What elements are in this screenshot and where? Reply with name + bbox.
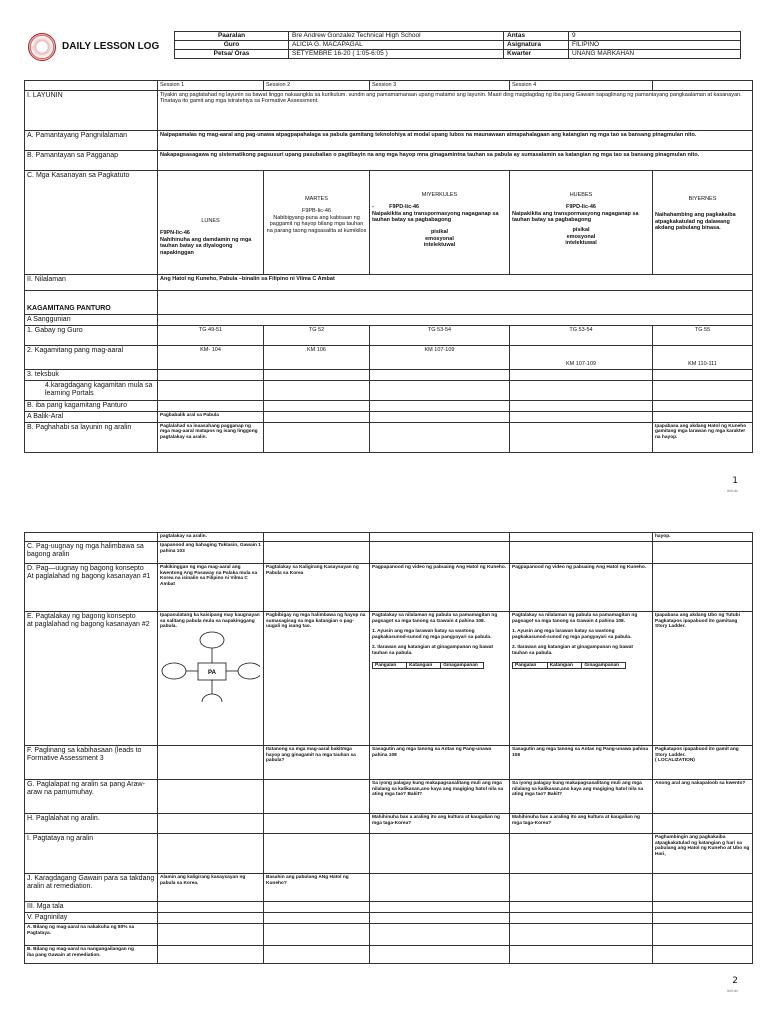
page-sub-1: ikili.dv <box>727 488 738 493</box>
diagram-center-label: PA <box>208 669 216 676</box>
mini-table-s3 <box>372 662 484 670</box>
nilalaman-label: II. Nilalaman <box>25 274 158 290</box>
page-number-1: 1 <box>732 476 738 486</box>
pagtalakay-s1 <box>158 612 264 746</box>
kasanayan-biyernes <box>653 170 753 274</box>
pag-uugnay-konsepto-s4: Pagpapanood ng video ng pabuaing Ang Hatol ng Kuneho. <box>510 564 653 612</box>
school-value: Bre Andrew Gonzalez Technical High School <box>289 32 504 41</box>
pagtataya-label: I. Pagtataya ng aralin <box>25 834 158 874</box>
paghahabi-s1: Paglalahad sa inaasahang pagganap ng mga mag-aaral matapos ng isang linggong pagtalakay sa aralin. <box>158 422 264 452</box>
session-2-header: Session 2 <box>264 81 370 91</box>
sanggunian-label: A Sanggunian <box>25 314 158 325</box>
kasanayan-lunes <box>158 170 264 274</box>
karagdagang-gawain-s2: Basahin ang pabulang ANg Hatol ng Kuneho? <box>264 874 370 902</box>
mini-col-ginagampanan: Ginagampanan <box>584 662 620 668</box>
paghahabi-cont: pagtalakay sa aralin. <box>158 533 264 542</box>
km-s1: KM- 104 <box>158 345 264 369</box>
pagtalakay-s2: Pagbibigay ng mga halimbawa ng hayop na sumasagisag sa mga katangian o pag-uugali ng isang tao. <box>264 612 370 746</box>
footer-row-a: A. Bilang ng mag-aaral na nakakuha ng 80% sa Pagtataya. <box>25 924 158 946</box>
gabay-s4: TG 53-54 <box>510 325 653 345</box>
session-3-header: Session 3 <box>370 81 510 91</box>
pagtalakay-label: E. Pagtalakay ng bagong konsepto at paglalahad ng bagong kasanayan #2 <box>25 612 158 746</box>
paglinang-s2: Itatanong sa mga mag-aaral bakitmga hayop ang ginagamit na mga tauhan sa pabula? <box>264 746 370 780</box>
paglalapat-s4: Sa iyong palagay kung makapagsasalitang muli ang mga nilalang sa kalikasan,ano kaya ang magiging hatol nila sa ating mga tao? Bakit? <box>510 780 653 814</box>
layunin-label: I. LAYUNIN <box>25 90 158 130</box>
lunes-code: F9PN-Iic-46 <box>160 230 190 237</box>
pagninilay-label: V. Pagninilay <box>25 913 158 924</box>
martes-day: MARTES <box>305 195 328 202</box>
lunes-day: LUNES <box>201 217 220 224</box>
teacher-label: Guro <box>175 41 289 50</box>
page-sub-2: ikili.dv <box>727 988 738 993</box>
mini-col-pangalan: Pangalan <box>373 663 407 669</box>
school-seal-icon <box>28 33 56 61</box>
pagtalakay-s5: Ipapabasa ang akdang Ubo ng Tutubi Pagkatapos ipapabuod ito gamitang Story Ladder. <box>653 612 753 746</box>
pagtalakay-s3 <box>370 612 510 746</box>
kasanayan-huebes <box>510 170 653 274</box>
km-s5: KM 110-111 <box>653 345 753 369</box>
paglalahat-s3: Mahihinuha bas a araling ito ang kultura at kaugalian ng mga taga-Korea? <box>370 814 510 834</box>
quarter-label: Kwarter <box>504 50 569 59</box>
pamantayan-pagganap-text: Nakapagsasagawa ng sistematikong pagsusuri upang pasubalian o pagtibayin na ang mga hayop mna ginagamintna tauhan sa pabula ay sumasalamin sa katangian ng mga tao sa bansang pinagmulan nito. <box>158 150 753 170</box>
balik-aral-s1: Pagbabalik aral sa Pabula <box>158 411 264 422</box>
huebes-list: pisikal emosyonal intelektuwal <box>565 226 597 247</box>
pag-uugnay-konsepto-s3: Pagpapanood ng video ng pabuaing Ang Hatol ng Kuneho. <box>370 564 510 612</box>
gabay-label: 1. Gabay ng Guro <box>25 325 158 345</box>
karagdagang-gawain-s1: Alamin ang kaligirang kasaysayan ng pabula sa Korea. <box>158 874 264 902</box>
quarter-value: UNANG MARKAHAN <box>569 50 741 59</box>
karagdagang-gawain-label: J. Karagdagang Gawain para sa takdang aralin at remediation. <box>25 874 158 902</box>
miyerkules-text: Naipakikita ang transpormasyong nagaganap sa tauhan batay sa pagbabagong <box>372 210 499 224</box>
pamantayang-pangnilalaman-label: A. Pamantayang Pangnilalaman <box>25 130 158 150</box>
miyerkules-code: F9PD-Iic-46 <box>389 204 420 211</box>
miyerkules-dash: - <box>372 204 374 211</box>
kagamitang-label: KAGAMITANG PANTURO <box>25 290 158 314</box>
date-value: SETYEMBRE 16-20 ( 1:05-6:05 ) <box>289 50 504 59</box>
document-title: DAILY LESSON LOG <box>62 41 160 52</box>
mini-col-ginagampanan: Ginagampanan <box>443 662 478 668</box>
paglinang-s5: Pagkatapos ipapabuod ito gamit ang Story Ladder. ( LOCALIZATION) <box>653 746 753 780</box>
huebes-text: Naipakikita ang transpormasyong nagaganap sa tauhan batay sa pagbabagong <box>512 210 639 224</box>
subject-value: FILIPINO <box>569 41 741 50</box>
page-number-2: 2 <box>732 976 738 986</box>
mini-col-katangian: Katangian <box>407 663 441 669</box>
karagdagang-label: 4.karagdagang kagamitan mula sa learning Portals <box>25 380 158 400</box>
pagtalakay-s4-intro: Pagtalakay sa nilalaman ng pabula sa pamamagitan ng pagsagot sa mga tanong sa Gawain 4 pahina 108. <box>512 613 638 624</box>
page-1 <box>0 0 768 500</box>
gabay-s3: TG 53-54 <box>370 325 510 345</box>
pagtalakay-s3-item2: 2. Ilarawan ang katangian at ginagampanan ng bawat tauhan sa pabula. <box>372 645 494 656</box>
paglalapat-s3: Sa iyong palagay kung makapagsasalitang muli ang mga nilalang sa kalikasan,ano kaya ang magiging hatol nila sa ating mga tao? Bakit? <box>370 780 510 814</box>
pagtalakay-s4 <box>510 612 653 746</box>
grade-label: Antas <box>504 32 569 41</box>
paglalahat-s4: Mahihinuha bas a araling ito ang kultura at kaugalian ng mga taga-Korea? <box>510 814 653 834</box>
paghahabi-label: B. Paghahabi sa layunin ng aralin <box>25 422 158 452</box>
miyerkules-list: pisikal emosyonal intelektuwal <box>423 228 456 249</box>
iba-kagamitang-label: B. iba pang kagamitang Panturo <box>25 400 158 411</box>
pagtalakay-s4-item1: 1. Ayusin ang mga larawan batay sa wastong pagkakasunod-sunod ng mga pangyayari sa pabula. <box>512 629 632 640</box>
gabay-s5: TG 55 <box>653 325 753 345</box>
km-s3: KM 107-109 <box>370 345 510 369</box>
km-s4: KM 107-109 <box>510 345 653 369</box>
grade-value: 9 <box>569 32 741 41</box>
pag-uugnay-konsepto-label: D. Pag—uugnay ng bagong konsepto At paglalahad ng bagong kasanayan #1 <box>25 564 158 612</box>
pagtataya-s5: Paghambingin ang pagkakaiba atpagkakatulad ng katangian g hari sa pabulang ang Hatol ng Kuneho at Ubo ng Hari, <box>653 834 753 874</box>
date-label: Petsa/ Oras <box>175 50 289 59</box>
mini-col-pangalan: Pangalan <box>513 663 548 669</box>
teacher-value: ALICIA G. MACAPAGAL <box>289 41 504 50</box>
gabay-s2: TG 52 <box>264 325 370 345</box>
pamantayang-pangnilalaman-text: Naipapamalas ng mag-aaral ang pag-unawa atpagpapahalaga sa pabula gamitang teknolohiya at modal upang lubos na maunawaan atmapahalagaan ang katangian ng mga tao sa bansang pinagmulan nito. <box>158 130 753 150</box>
paghahabi-s5-cont: hayop. <box>653 533 753 542</box>
martes-text: Nabibigyang-puna ang kabisaan ng paggamit ng hayop bilang mga tauhan na parang taong nagsasalita at kumikilos <box>266 214 367 234</box>
mini-col-katangian: Katangian <box>548 663 583 669</box>
school-label: Paaralan <box>175 32 289 41</box>
page-2 <box>0 500 768 1024</box>
pag-uugnay-konsepto-s2: Pagtalakay sa Kaligirang Kasaysayan ng Pabula sa Korea <box>264 564 370 612</box>
paglalahat-label: H. Paglalahat ng aralin. <box>25 814 158 834</box>
pagtalakay-s4-item2: 2. Ilarawan ang katangian at ginagampanan ng bawat tauhan sa pabula. <box>512 645 634 656</box>
martes-code: F9PB-Iic-46 <box>301 208 332 215</box>
gabay-s1: TG 49-51 <box>158 325 264 345</box>
mini-table-s4 <box>512 662 626 670</box>
huebes-day: HUEBES <box>569 191 593 198</box>
pag-uugnay-halimbawa-s1: Ipapanood ang bahaging Tuklasin, Gawain 1 pahina 103 <box>158 542 264 564</box>
session-1-header: Session 1 <box>158 81 264 91</box>
word-web-diagram <box>160 630 260 710</box>
header-info-table <box>174 31 741 59</box>
miyerkules-day: MIYERKULES <box>421 191 458 198</box>
huebes-code: F9PD-Iic-46 <box>566 204 596 211</box>
pag-uugnay-konsepto-s1: Pakikinggan ng mga mag-aaral ang kwentong Ang Pasaway na Palaka mula sa Korea na isinalin sa Filipino ni Vilma C Ambat <box>158 564 264 612</box>
balik-aral-label: A Balik-Aral <box>25 411 158 422</box>
paglalapat-s5: Anong aral ang nakapaloob sa kwento? <box>653 780 753 814</box>
pagtalakay-s3-item1: 1. Ayusin ang mga larawan batay sa wastong pagkakasunod-sunod ng mga pangyayari sa pabula. <box>372 629 492 640</box>
biyernes-text: Naihahambing ang pagkakaiba atpagkakatulad ng dalawang akdang pabulang binasa. <box>655 212 736 232</box>
kasanayan-martes <box>264 170 370 274</box>
km-s2: KM 106 <box>264 345 370 369</box>
paglinang-s4: Sasagutin ang mga tanong sa Antas ng Pang-unawa pahina 108 <box>510 746 653 780</box>
nilalaman-text: Ang Hatol ng Kuneho, Pabula –binalin sa Filipino ni Vilma C Ambat <box>158 274 753 290</box>
pamantayan-pagganap-label: B. Pamantayan sa Pagganap <box>25 150 158 170</box>
layunin-text: Tiyakin ang pagtatahad ng layunin sa bawat linggo nakaangkla sa kurikulum. sundin ang pamamamaraan upang matamo ang layunin. Maari ding magdagdag ng iba pang Gawain sapaglinang ng pamantayang pangkaalaman at kasanayan. Tinataya ito gamit ang mga istratehiya sa Formative Assessment. <box>158 90 753 130</box>
mga-tala-label: III. Mga tala <box>25 902 158 913</box>
footer-row-b: B. Bilang ng mag-aaral na nangangailangan ng iba pang Gawain at remediation. <box>25 946 158 964</box>
pag-uugnay-halimbawa-label: C. Pag-uugnay ng mga halimbawa sa bagong aralin <box>25 542 158 564</box>
teksbuk-label: 3. teksbuk <box>25 369 158 380</box>
subject-label: Asignatura <box>504 41 569 50</box>
paglalapat-label: G. Paglalapat ng aralin sa pang Araw-araw na pamumuhay. <box>25 780 158 814</box>
lunes-text: Nahihinuha ang damdamin ng mga tauhan batay sa diyalogong napakinggan <box>160 236 252 256</box>
lesson-log-table-page1 <box>24 80 753 453</box>
pagtalakay-s1-text: Ipapasulatang ka kaisipang may kaugnayan sa salitang pabula mula sa napakinggang pabula. <box>160 613 260 630</box>
kasanayan-label: C. Mga Kasanayan sa Pagkatuto <box>25 170 158 274</box>
kagamitang-mag-aaral-label: 2. Kagamitang pang mag-aaral <box>25 345 158 369</box>
paghahabi-s5: Ipapabasa ang akdang Hatol ng Kuneho gamitang mga larawan ng mga karakter na hayop. <box>653 422 753 452</box>
paglinang-s3: Sasagutin ang mga tanong sa Antas ng Pang-unawa pahina 108 <box>370 746 510 780</box>
paglinang-label: F. Paglinang sa kabihasaan (leads to Formative Assessment 3 <box>25 746 158 780</box>
lesson-log-table-page2 <box>24 532 753 964</box>
session-4-header: Session 4 <box>510 81 653 91</box>
pagtalakay-s3-intro: Pagtalakay sa nilalaman ng pabula sa pamamagitan ng pagsagot sa mga tanong sa Gawain 4 pahina 108. <box>372 613 498 624</box>
biyernes-day: BIYERNES <box>688 195 717 202</box>
kasanayan-miyerkules <box>370 170 510 274</box>
